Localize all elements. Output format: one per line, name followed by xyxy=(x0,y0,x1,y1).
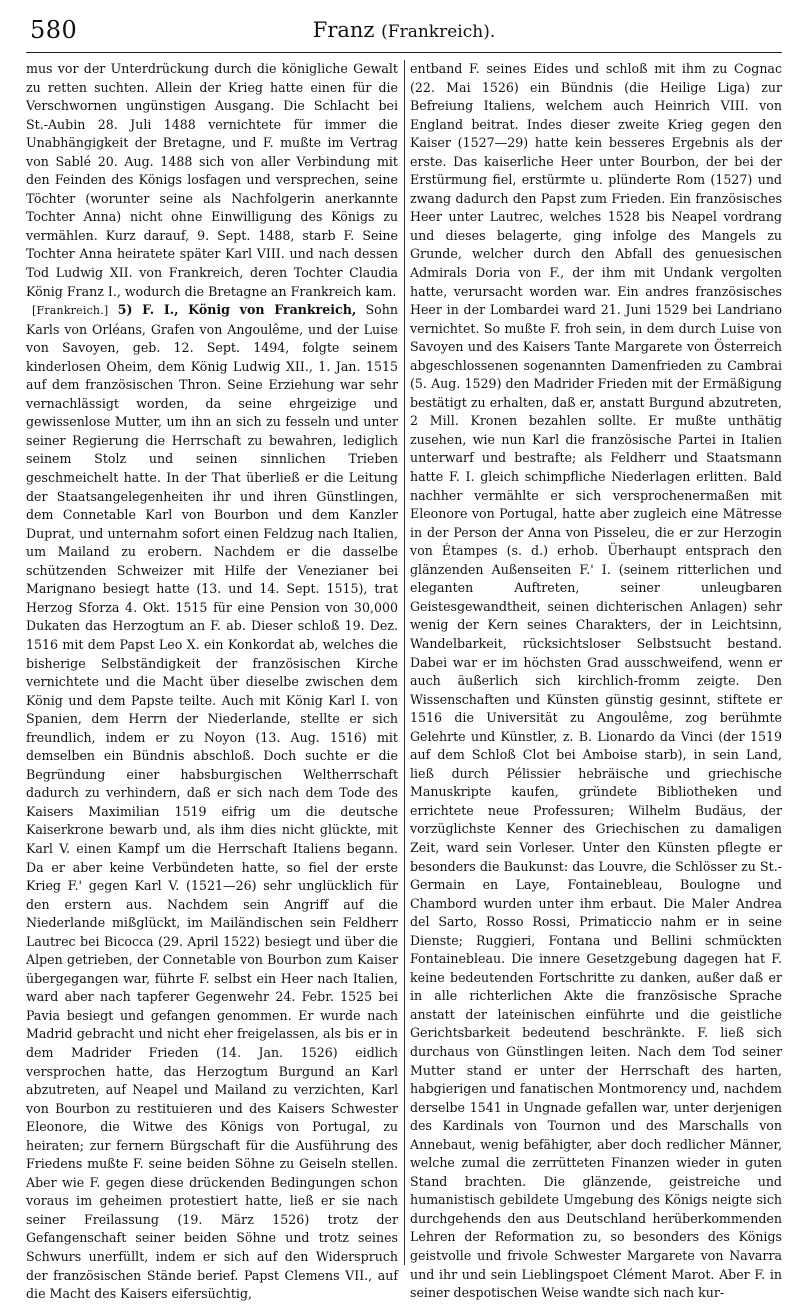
running-title: Franz xyxy=(312,18,375,42)
entry-body: Sohn Karls von Orléans, Grafen von Angoulême, und der Luise von Savoyen, geb. 12. Sept. 1494, folgte seinem kinderlosen Oheim, dem König Ludwig XII., 1. Jan. 1515 auf dem französischen Thron. Seine Erziehung war sehr vernachlässigt worden, da seine ehrgeizige und gewissenlose Mutter, um ihn an sich zu fesseln und unter seiner Regierung die Herrschaft zu bewahren, lediglich seinem Stolz und seinen sinnlichen Trieben geschmeichelt hatte. In der That überließ er die Leitung der Staatsangelegenheiten ihr und ihren Günstlingen, dem Connetable Karl von Bourbon und dem Kanzler Duprat, und unternahm sofort einen Feldzug nach Italien, um Mailand zu erobern. Nachdem er die dasselbe schützenden Schweizer mit Hilfe der Venezianer bei Marignano besiegt hatte (13. und 14. Sept. 1515), trat Herzog Sforza 4. Okt. 1515 für eine Pension von 30,000 Dukaten das Herzogtum an F. ab. Dieser schloß 19. Dez. 1516 mit dem Papst Leo X. ein Konkordat ab, welches die bisherige Selbständigkeit der französischen Kirche vernichtete und die Macht über dieselbe zwischen dem König und dem Papste teilte. Auch mit König Karl I. von Spanien, dem Herrn der Niederlande, stellte er sich freundlich, indem er zu Noyon (13. Aug. 1516) mit demselben ein Bündnis abschloß. Doch suchte er die Begründung einer habsburgischen Weltherrschaft dadurch zu verhindern, daß er sich nach dem Tode des Kaisers Maximilian 1519 eifrig um die deutsche Kaiserkrone bewarb und, als ihm dies nicht glückte, mit Karl V. einen Kampf um die Herrschaft Italiens begann. Da er aber keine Verbündeten hatte, so fiel der erste Krieg F.' gegen Karl V. (1521—26) sehr unglücklich für den erstern aus. Nachdem sein Angriff auf die Niederlande mißglückt, im Mailändischen sein Feldherr Lautrec bei Bicocca (29. April 1522) besiegt und über die Alpen getrieben, der Connetable von Bourbon zum Kaiser übergegangen war, führte F. selbst ein Heer nach Italien, ward aber nach tapferer Gegenwehr 24. Febr. 1525 bei Pavia besiegt und gefangen genommen. Er wurde nach Madrid gebracht und nicht eher freigelassen, als bis er in dem Madrider Frieden (14. Jan. 1526) eidlich versprochen hatte, das Herzogtum Burgund an Karl abzutreten, auf Neapel und Mailand zu verzichten, Karl von Bourbon zu restituieren und des Kaisers Schwester Eleonore, die Witwe des Königs von Portugal, zu heiraten; zur fernern Bürgschaft für die Ausführung des Friedens mußte F. seine beiden Söhne zu Geiseln stellen. Aber wie F. gegen diese drückenden Bedingungen schon voraus im geheimen protestiert hatte, ließ er sie nach seiner Freilassung (19. März 1526) trotz der Gefangenschaft seiner beiden Söhne und trotz seines Schwurs unerfüllt, indem er sich auf den Widerspruch der französischen Stände berief. Papst Clemens VII., auf die Macht des Kaisers eifersüchtig, xyxy=(26,302,398,1302)
text-columns xyxy=(26,60,782,1302)
page-number: 580 xyxy=(30,16,78,44)
entry-head-term: 5) F. I., König von Frankreich, xyxy=(117,302,357,318)
page-header xyxy=(26,12,782,53)
right-paragraph-1: entband F. seines Eides und schloß mit ihm zu Cognac (22. Mai 1526) ein Bündnis (die Heilige Liga) zur Befreiung Italiens, welchem auch Heinrich VIII. von England beitrat. Indes dieser zweite Krieg gegen den Kaiser (1527—29) hatte kein besseres Ergebnis als der erste. Das kaiserliche Heer unter Bourbon, der bei der Erstürmung fiel, erstürmte u. plünderte Rom (1527) und zwang dadurch den Papst zum Frieden. Ein französisches Heer unter Lautrec, welches 1528 bis Neapel vordrang und dieses belagerte, ging infolge des Mangels zu Grunde, welcher durch den Abfall des genuesischen Admirals Doria von F., der ihm mit Undank vergolten hatte, verursacht worden war. Ein andres französisches Heer in der Lombardei ward 21. Juni 1529 bei Landriano vernichtet. So mußte F. froh sein, in dem durch Luise von Savoyen und des Kaisers Tante Margarete von Österreich abgeschlossenen sogenannten Damenfrieden zu Cambrai (5. Aug. 1529) den Madrider Frieden mit der Ermäßigung bestätigt zu erhalten, daß er, anstatt Burgund abzutreten, 2 Mill. Kronen bezahlen sollte. Er mußte unthätig zusehen, wie nun Karl die französische Partei in Italien unterwarf und bestrafte; als Feldherr und Staatsmann hatte F. I. gleich schimpfliche Niederlagen erlitten. Bald nachher vermählte er sich versprochenermaßen mit Eleonore von Portugal, hatte aber zugleich eine Mätresse in der Person der Anna von Pisseleu, die er zur Herzogin von Étampes (s. d.) erhob. Überhaupt entsprach den glänzenden Außenseiten F.' I. (seinem ritterlichen und eleganten Auftreten, seiner unleugbaren Geistesgewandtheit, seinen dichterischen Anlagen) sehr wenig der Kern seines Charakters, der in Leichtsinn, Wandelbarkeit, rücksichtsloser Selbstsucht bestand. Dabei war er im höchsten Grad ausschweifend, wenn er auch äußerlich sich kirchlich-fromm zeigte. Den Wissenschaften und Künsten günstig gesinnt, stiftete er 1516 die Universität zu Angoulême, zog berühmte Gelehrte und Künstler, z. B. Lionardo da Vinci (der 1519 auf dem Schloß Clot bei Amboise starb), in sein Land, ließ durch Pélissier hebräische und griechische Manuskripte kaufen, gründete Bibliotheken und errichtete neue Professuren; Wilhelm Budäus, der vorzüglichste Kenner des Griechischen zu damaligen Zeit, ward sein Vorleser. Unter den Künsten pflegte er besonders die Baukunst: das Louvre, die Schlösser zu St.-Germain en Laye, Fontainebleau, Boulogne und Chambord wurden unter ihm erbaut. Die Maler Andrea del Sarto, Rosso Rossi, Primaticcio nahm er in seine Dienste; Ruggieri, Fontana und Bellini schmückten Fontainebleau. Die innere Gesetzgebung dagegen hat F. keine bedeutenden Fortschritte zu danken, außer daß er in alle richterlichen Akte die französische Sprache anstatt der lateinischen einführte und die geistliche Gerichtsbarkeit bedeutend beschränkte. F. ließ sich durchaus von Günstlingen leiten. Nach dem Tod seiner Mutter stand er unter der Herrschaft des harten, habgierigen und fanatischen Montmorency und, nachdem derselbe 1541 in Ungnade gefallen war, unter derjenigen des Kardinals von Tournon und des Marschalls von Annebaut, wenig befähigter, aber doch redlicher Männer, welche zumal die zerrütteten Finanzen wieder in guten Stand brachten. Die glänzende, geistreiche und humanistisch gebildete Umgebung des Königs neigte sich durchgehends den aus Deutschland herüberkommenden Lehren der Reformation zu, so besonders des Königs geistvolle und frivole Schwester Margarete von Navarra und ihr und sein Lieblingspoet Clément Marot. Aber F. in seiner despotischen Weise wandte sich nach kur- xyxy=(410,61,782,1301)
left-paragraph-1: mus vor der Unterdrückung durch die königliche Gewalt zu retten suchten. Allein der Krieg hatte einen für die Verschwornen ungünstigen Ausgang. Die Schlacht bei St.-Aubin 28. Juli 1488 vernichtete für immer die Unabhängigkeit der Bretagne, und F. mußte im Vertrag von Sablé 20. Aug. 1488 sich von aller Verbindung mit den Feinden des Königs losfagen und versprechen, seine Töchter (worunter seine als Nachfolgerin anerkannte Tochter Anna) nicht ohne Einwilligung des Königs zu vermählen. Kurz darauf, 9. Sept. 1488, starb F. Seine Tochter Anna heiratete später Karl VIII. und nach dessen Tod Ludwig XII. von Frankreich, deren Tochter Claudia König Franz I., wodurch die Bretagne an Frankreich kam. xyxy=(26,61,398,299)
right-column xyxy=(410,60,782,1301)
running-head xyxy=(26,18,782,42)
entry-keyword: [Frankreich.] xyxy=(32,304,109,318)
column-divider xyxy=(404,60,405,1265)
left-column xyxy=(26,60,398,1302)
running-subtitle: (Frankreich). xyxy=(381,22,496,42)
entry-franz-i xyxy=(26,301,398,1304)
